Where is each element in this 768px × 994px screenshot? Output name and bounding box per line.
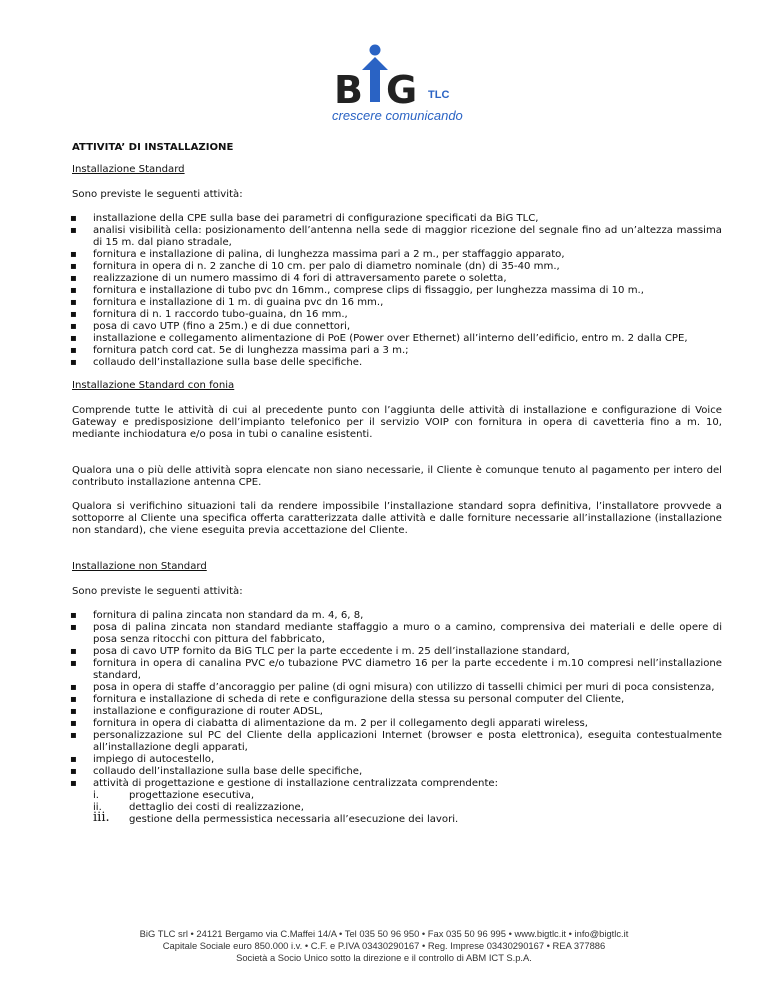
roman-numeral: ii. <box>93 802 102 813</box>
logo-letter-b: B <box>334 68 363 112</box>
fonia-paragraph: Comprende tutte le attività di cui al precedente punto con l’aggiunta delle attività di installazione e configurazione di Voice Gateway e predisposizione dell’impianto telefonico per il servizio VOIP con fornitura in opera di cavetteria fino a m. 10, mediante inchiodatura e/o posa in tubi o canaline esistenti. <box>72 405 722 440</box>
list-item: ▪ fornitura patch cord cat. 5e di lunghezza massima pari a 3 m.; <box>72 345 722 357</box>
list-item: ▪ installazione della CPE sulla base dei parametri di configurazione specificati da BiG TLC, <box>72 213 722 225</box>
non-standard-activities-list <box>72 610 722 790</box>
footer-line-registration: Capitale Sociale euro 850.000 i.v. • C.F. e P.IVA 03430290167 • Reg. Imprese 03430290167 • REA 377886 <box>162 940 606 951</box>
section-heading-standard: Installazione Standard <box>72 164 185 175</box>
list-item: ▪ fornitura in opera di canalina PVC e/o tubazione PVC diametro 16 per la parte eccedente i m.10 compresi nell’installazione standard, <box>72 658 722 682</box>
centralized-installation-sublist <box>93 790 722 826</box>
footer-line-ownership: Società a Socio Unico sotto la direzione e il controllo di ABM ICT S.p.A. <box>236 952 532 963</box>
list-item: ▪ analisi visibilità cella: posizionamento dell’antenna nella sede di maggior ricezione del segnale fino ad un’altezza massima di 15 m. dal piano stradale, <box>72 225 722 249</box>
list-item: ▪ fornitura in opera di ciabatta di alimentazione da m. 2 per il collegamento degli apparati wireless, <box>72 718 722 730</box>
list-item: ▪ installazione e configurazione di router ADSL, <box>72 706 722 718</box>
paragraph-qualora-2: Qualora si verifichino situazioni tali da rendere impossibile l’installazione standard sopra definitiva, l’installatore provvede a sottoporre al Cliente una specifica offerta caratterizzata dalle attività e dalle forniture necessarie all’installazione (installazione non standard), che viene eseguita previa accettazione del Cliente. <box>72 501 722 536</box>
sub-list-item <box>93 810 722 826</box>
roman-numeral: iii. <box>93 810 110 825</box>
list-item: ▪ installazione e collegamento alimentazione di PoE (Power over Ethernet) all’interno dell’edificio, entro m. 2 dalla CPE, <box>72 333 722 345</box>
list-item: ▪ fornitura in opera di n. 2 zanche di 10 cm. per palo di diametro nominale (dn) di 35-40 mm., <box>72 261 722 273</box>
person-arrow-logo-icon <box>361 44 389 112</box>
company-logo <box>330 44 470 124</box>
list-item: ▪ fornitura e installazione di scheda di rete e configurazione della stessa su personal computer del Cliente, <box>72 694 722 706</box>
sub-list-text: gestione della permessistica necessaria all’esecuzione dei lavori. <box>129 814 459 825</box>
list-item: ▪ impiego di autocestello, <box>72 754 722 766</box>
paragraph-qualora-1: Qualora una o più delle attività sopra elencate non siano necessarie, il Cliente è comunque tenuto al pagamento per intero del contributo installazione antenna CPE. <box>72 465 722 488</box>
section-heading-fonia: Installazione Standard con fonia <box>72 380 235 391</box>
list-item: ▪ fornitura e installazione di 1 m. di guaina pvc dn 16 mm., <box>72 297 722 309</box>
list-item: ▪ posa di cavo UTP fornito da BiG TLC per la parte eccedente i m. 25 dell’installazione standard, <box>72 646 722 658</box>
logo-slogan: crescere comunicando <box>332 108 463 123</box>
list-item: ▪ collaudo dell’installazione sulla base delle specifiche. <box>72 357 722 369</box>
standard-activities-list <box>72 213 722 369</box>
logo-tlc-text: TLC <box>428 89 450 101</box>
page-title: ATTIVITA’ DI INSTALLAZIONE <box>72 142 234 153</box>
section-heading-non-standard: Installazione non Standard <box>72 561 207 572</box>
list-item: ▪ posa in opera di staffe d’ancoraggio per paline (di ogni misura) con utilizzo di tasselli chimici per muri di poca consistenza, <box>72 682 722 694</box>
page-footer <box>0 928 768 964</box>
list-item: ▪ posa di cavo UTP (fino a 25m.) e di due connettori, <box>72 321 722 333</box>
list-item: ▪ fornitura di palina zincata non standard da m. 4, 6, 8, <box>72 610 722 622</box>
section-intro-non-standard: Sono previste le seguenti attività: <box>72 586 243 597</box>
list-item: ▪ fornitura e installazione di tubo pvc dn 16mm., comprese clips di fissaggio, per lunghezza massima di 10 m., <box>72 285 722 297</box>
footer-line-contacts: BiG TLC srl • 24121 Bergamo via C.Maffei 14/A • Tel 035 50 96 950 • Fax 035 50 96 995 • www.bigtlc.it • info@bigtlc.it <box>139 928 629 939</box>
list-item: ▪ attività di progettazione e gestione di installazione centralizzata comprendente: <box>72 778 722 790</box>
list-item: ▪ realizzazione di un numero massimo di 4 fori di attraversamento parete o soletta, <box>72 273 722 285</box>
list-item: ▪ collaudo dell’installazione sulla base delle specifiche, <box>72 766 722 778</box>
sub-list-text: dettaglio dei costi di realizzazione, <box>129 802 304 813</box>
document-body <box>72 142 722 826</box>
list-item: ▪ fornitura e installazione di palina, di lunghezza massima pari a 2 m., per staffaggio apparato, <box>72 249 722 261</box>
list-item: ▪ personalizzazione sul PC del Cliente della applicazioni Internet (browser e posta elettronica), eseguita contestualmente all’installazione degli apparati, <box>72 730 722 754</box>
section-intro-standard: Sono previste le seguenti attività: <box>72 189 243 200</box>
sub-list-item <box>93 790 722 802</box>
roman-numeral: i. <box>93 790 100 801</box>
list-item: ▪ posa di palina zincata non standard mediante staffaggio a muro o a camino, comprensiva dei materiali e delle opere di posa senza ritocchi con pittura del fabbricato, <box>72 622 722 646</box>
sub-list-text: progettazione esecutiva, <box>129 790 255 801</box>
logo-letter-g: G <box>386 68 418 112</box>
sub-list-item <box>93 802 722 814</box>
list-item: ▪ fornitura di n. 1 raccordo tubo-guaina, dn 16 mm., <box>72 309 722 321</box>
